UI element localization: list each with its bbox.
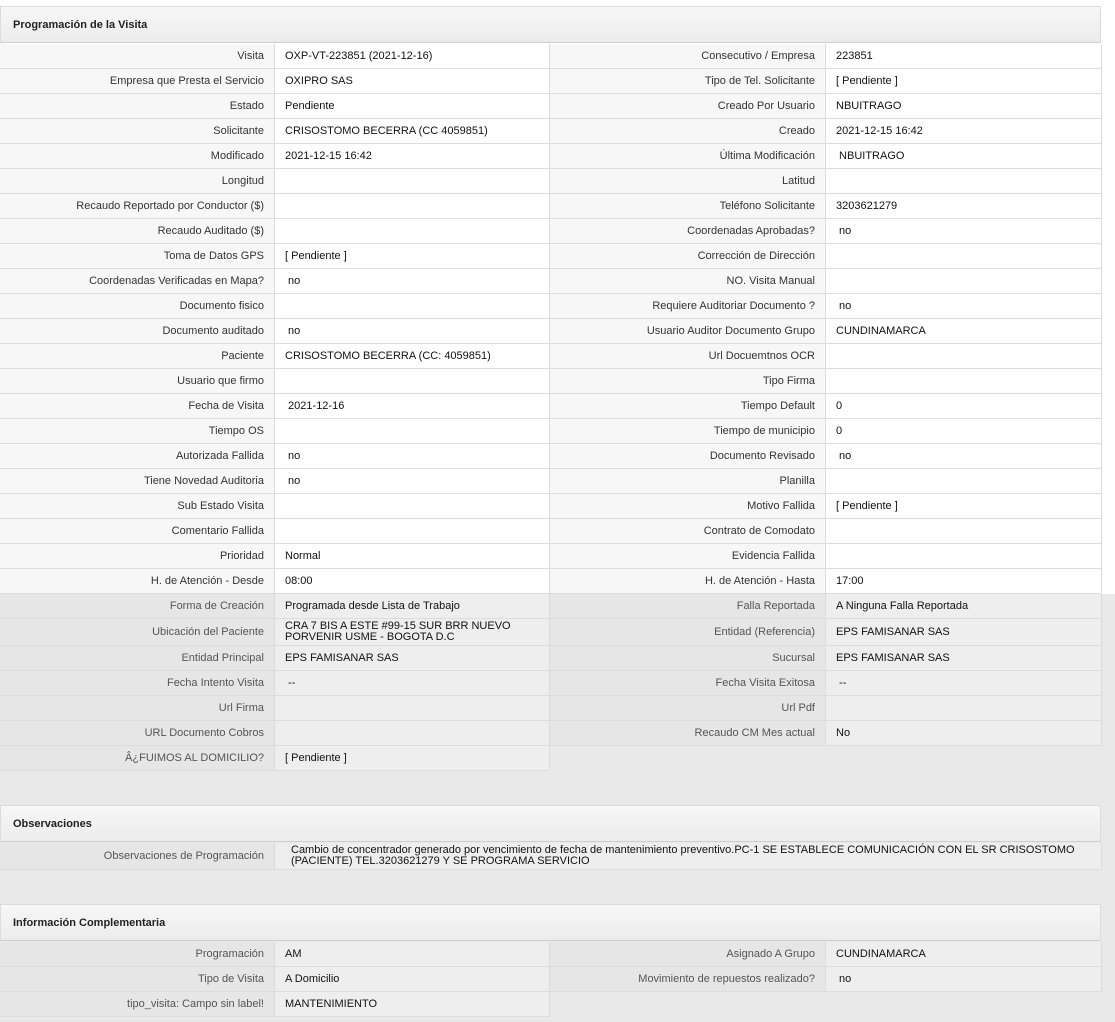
field-label: Consecutivo / Empresa: [550, 44, 826, 69]
field-value-observaciones: Cambio de concentrador generado por vencimiento de fecha de mantenimiento preventivo.PC-1 SE ESTABLECE COMUNICACIÓN CON EL SR CRISOSTOMO (PACIENTE) TEL.3203621279 Y SE PROGRAMA SERVICIO: [275, 843, 1102, 870]
field-value: 3203621279: [826, 194, 1102, 219]
field-value: no: [275, 469, 550, 494]
field-label: Paciente: [0, 344, 275, 369]
field-label: Visita: [0, 44, 275, 69]
field-value: 0: [826, 419, 1102, 444]
complementaria-grid: [0, 942, 1102, 1017]
field-label: Observaciones de Programación: [0, 843, 275, 870]
field-label: Fecha de Visita: [0, 394, 275, 419]
field-label: Latitud: [550, 169, 826, 194]
field-label: Requiere Auditoriar Documento ?: [550, 294, 826, 319]
field-value: A Domicilio: [275, 967, 550, 992]
visit-details-grid: [0, 44, 1102, 594]
field-label: Usuario Auditor Documento Grupo: [550, 319, 826, 344]
visit-details-grid-extra: [0, 594, 1102, 771]
field-label: Documento Revisado: [550, 444, 826, 469]
field-label: Fecha Visita Exitosa: [550, 671, 826, 696]
field-value: Pendiente: [275, 94, 550, 119]
field-value: [275, 294, 550, 319]
field-label: Movimiento de repuestos realizado?: [550, 967, 826, 992]
field-value: [826, 696, 1102, 721]
field-value: [826, 469, 1102, 494]
field-value: [ Pendiente ]: [275, 746, 550, 771]
field-label: tipo_visita: Campo sin label!: [0, 992, 275, 1017]
field-label: Evidencia Fallida: [550, 544, 826, 569]
field-label: Usuario que firmo: [0, 369, 275, 394]
field-value: EPS FAMISANAR SAS: [275, 646, 550, 671]
field-label: URL Documento Cobros: [0, 721, 275, 746]
field-value: no: [826, 219, 1102, 244]
field-label: Entidad (Referencia): [550, 619, 826, 646]
field-label: Tiene Novedad Auditoria: [0, 469, 275, 494]
field-value: [826, 169, 1102, 194]
empty-cell: [826, 992, 1102, 1017]
field-value: [ Pendiente ]: [826, 69, 1102, 94]
empty-cell: [550, 992, 826, 1017]
field-value: 2021-12-16: [275, 394, 550, 419]
field-label: Tiempo de municipio: [550, 419, 826, 444]
field-value: no: [275, 444, 550, 469]
field-label: Sucursal: [550, 646, 826, 671]
field-label: Documento auditado: [0, 319, 275, 344]
field-value: MANTENIMIENTO: [275, 992, 550, 1017]
field-label: Prioridad: [0, 544, 275, 569]
field-label: Forma de Creación: [0, 594, 275, 619]
field-label: Estado: [0, 94, 275, 119]
field-label: Empresa que Presta el Servicio: [0, 69, 275, 94]
field-label: Coordenadas Aprobadas?: [550, 219, 826, 244]
field-value: AM: [275, 942, 550, 967]
field-value: [ Pendiente ]: [275, 244, 550, 269]
field-label: Tipo de Tel. Solicitante: [550, 69, 826, 94]
field-label: Longitud: [0, 169, 275, 194]
field-label: Recaudo CM Mes actual: [550, 721, 826, 746]
field-value: Programada desde Lista de Trabajo: [275, 594, 550, 619]
field-label: Contrato de Comodato: [550, 519, 826, 544]
field-value: 2021-12-15 16:42: [275, 144, 550, 169]
field-value: OXIPRO SAS: [275, 69, 550, 94]
field-label: Solicitante: [0, 119, 275, 144]
field-label: Ubicación del Paciente: [0, 619, 275, 646]
field-label: Comentario Fallida: [0, 519, 275, 544]
field-value: CRISOSTOMO BECERRA (CC 4059851): [275, 119, 550, 144]
field-value: 0: [826, 394, 1102, 419]
field-value: Normal: [275, 544, 550, 569]
field-value: [826, 519, 1102, 544]
field-label: H. de Atención - Desde: [0, 569, 275, 594]
field-label: H. de Atención - Hasta: [550, 569, 826, 594]
field-label: Fecha Intento Visita: [0, 671, 275, 696]
field-value: no: [275, 269, 550, 294]
field-value: EPS FAMISANAR SAS: [826, 619, 1102, 646]
field-label: Planilla: [550, 469, 826, 494]
field-value: NBUITRAGO: [826, 144, 1102, 169]
field-value: [826, 544, 1102, 569]
field-value: [275, 721, 550, 746]
field-value: --: [275, 671, 550, 696]
field-label: Recaudo Auditado ($): [0, 219, 275, 244]
field-label: Autorizada Fallida: [0, 444, 275, 469]
field-value: [275, 219, 550, 244]
field-value: no: [826, 967, 1102, 992]
field-label: Corrección de Dirección: [550, 244, 826, 269]
field-value: A Ninguna Falla Reportada: [826, 594, 1102, 619]
field-value: [826, 269, 1102, 294]
field-value: [275, 169, 550, 194]
field-label: Modificado: [0, 144, 275, 169]
field-label: Tipo de Visita: [0, 967, 275, 992]
field-label: Documento fisico: [0, 294, 275, 319]
field-value: [826, 369, 1102, 394]
empty-cell: [550, 746, 826, 771]
field-value: [ Pendiente ]: [826, 494, 1102, 519]
field-label: NO. Visita Manual: [550, 269, 826, 294]
field-value: no: [826, 294, 1102, 319]
observaciones-grid: [0, 843, 1102, 870]
field-label: Creado Por Usuario: [550, 94, 826, 119]
field-value: 08:00: [275, 569, 550, 594]
field-value: [275, 419, 550, 444]
field-value: [275, 696, 550, 721]
section-header-observaciones: Observaciones: [0, 805, 1101, 842]
field-label: Tipo Firma: [550, 369, 826, 394]
field-value: 2021-12-15 16:42: [826, 119, 1102, 144]
field-label: Falla Reportada: [550, 594, 826, 619]
field-value: CRISOSTOMO BECERRA (CC: 4059851): [275, 344, 550, 369]
field-label: Sub Estado Visita: [0, 494, 275, 519]
field-value: CUNDINAMARCA: [826, 319, 1102, 344]
field-label: Url Docuemtnos OCR: [550, 344, 826, 369]
field-value: [275, 519, 550, 544]
field-value: OXP-VT-223851 (2021-12-16): [275, 44, 550, 69]
field-label: Coordenadas Verificadas en Mapa?: [0, 269, 275, 294]
field-label: Teléfono Solicitante: [550, 194, 826, 219]
field-value: [275, 369, 550, 394]
field-label: Entidad Principal: [0, 646, 275, 671]
field-value: --: [826, 671, 1102, 696]
section-header-complementaria: Información Complementaria: [0, 904, 1101, 941]
field-value: no: [826, 444, 1102, 469]
field-value: No: [826, 721, 1102, 746]
field-label: Â¿FUIMOS AL DOMICILIO?: [0, 746, 275, 771]
field-value: EPS FAMISANAR SAS: [826, 646, 1102, 671]
field-value: CRA 7 BIS A ESTE #99-15 SUR BRR NUEVO PORVENIR USME - BOGOTA D.C: [275, 619, 550, 646]
field-label: Tiempo OS: [0, 419, 275, 444]
field-label: Recaudo Reportado por Conductor ($): [0, 194, 275, 219]
field-value: [826, 244, 1102, 269]
field-label: Creado: [550, 119, 826, 144]
field-label: Tiempo Default: [550, 394, 826, 419]
field-value: [826, 344, 1102, 369]
field-value: CUNDINAMARCA: [826, 942, 1102, 967]
field-label: Motivo Fallida: [550, 494, 826, 519]
field-value: [275, 494, 550, 519]
field-label: Url Firma: [0, 696, 275, 721]
field-label: Url Pdf: [550, 696, 826, 721]
empty-cell: [826, 746, 1102, 771]
field-label: Asignado A Grupo: [550, 942, 826, 967]
field-value: 223851: [826, 44, 1102, 69]
field-value: [275, 194, 550, 219]
field-label: Programación: [0, 942, 275, 967]
field-label: Toma de Datos GPS: [0, 244, 275, 269]
field-value: 17:00: [826, 569, 1102, 594]
field-value: no: [275, 319, 550, 344]
field-label: Última Modificación: [550, 144, 826, 169]
field-value: NBUITRAGO: [826, 94, 1102, 119]
section-header-programacion: Programación de la Visita: [0, 6, 1101, 43]
